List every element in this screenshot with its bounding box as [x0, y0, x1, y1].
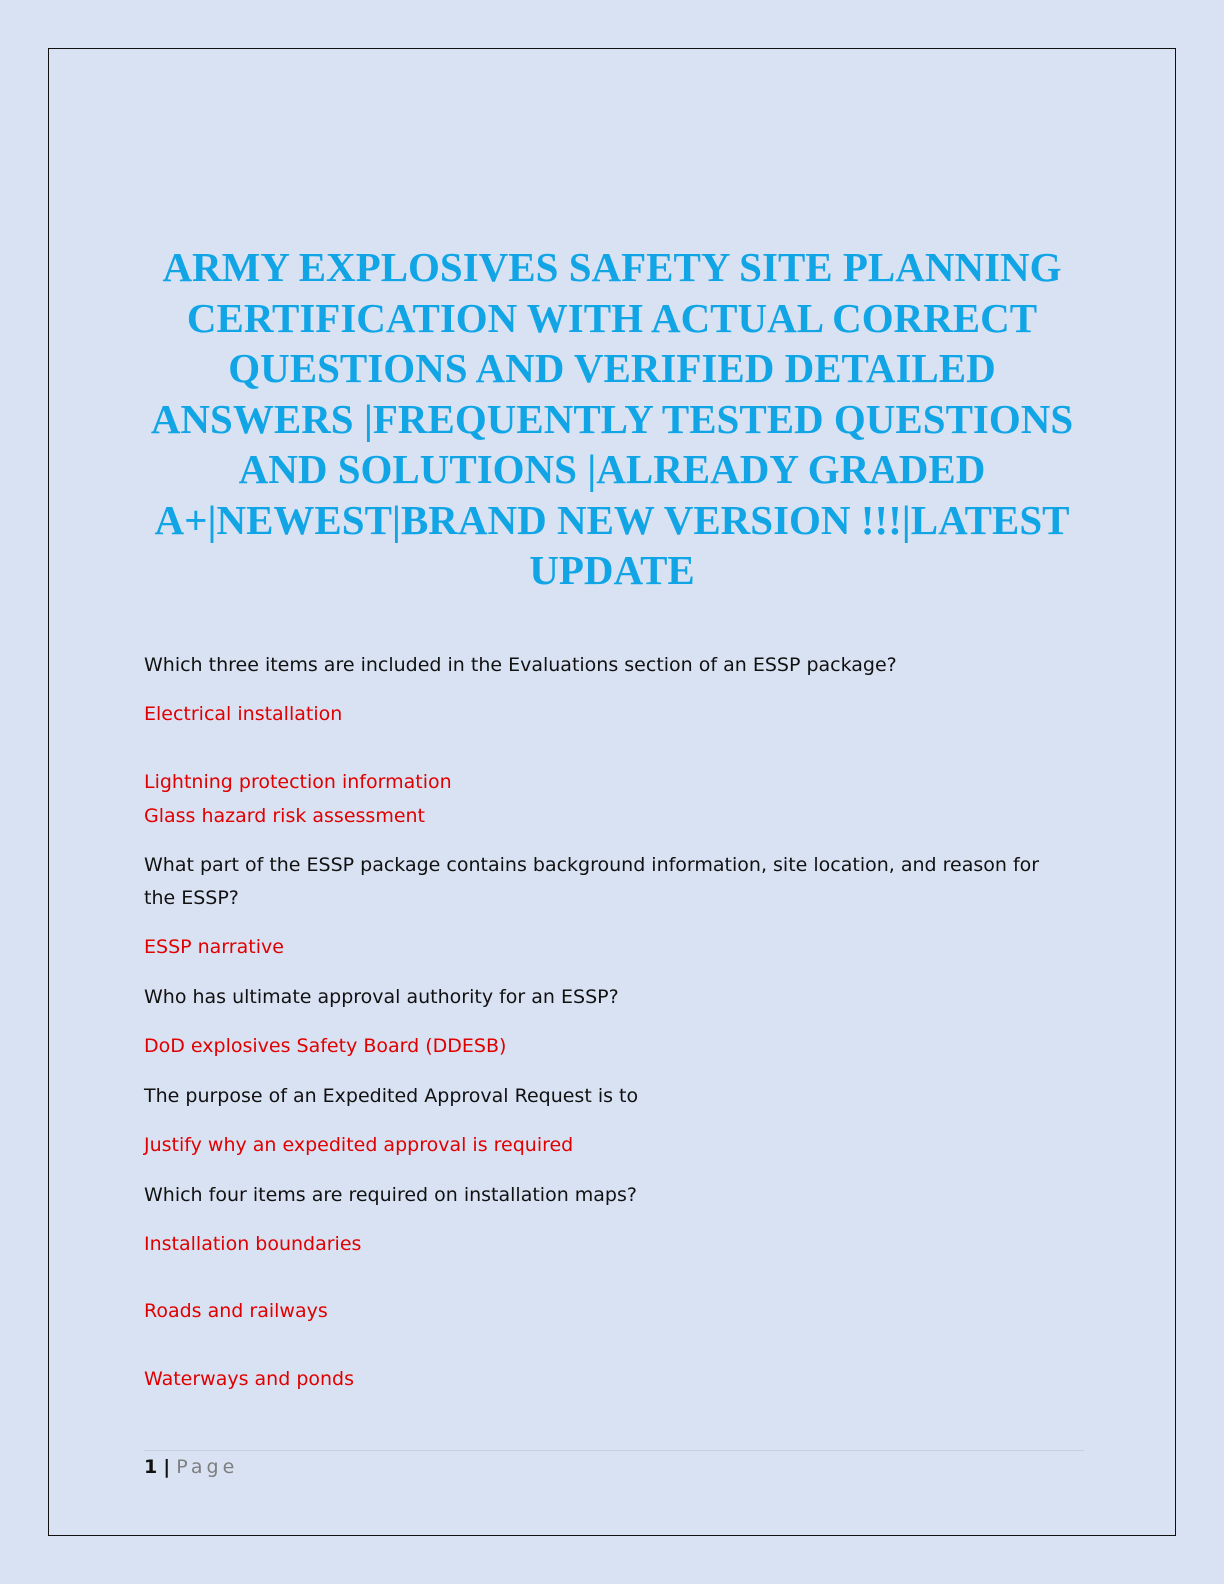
question-text: What part of the ESSP package contains background information, site location, and reason for: [144, 854, 1040, 876]
answer-text: Lightning protection information: [144, 771, 452, 793]
question-text: the ESSP?: [144, 887, 239, 909]
question-text: Which four items are required on installation maps?: [144, 1184, 637, 1206]
page-footer: [144, 1452, 238, 1482]
answer-text: Waterways and ponds: [144, 1368, 355, 1390]
answer-text: DoD explosives Safety Board (DDESB): [144, 1035, 507, 1057]
footer-divider: [144, 1450, 1084, 1451]
question-text: The purpose of an Expedited Approval Request is to: [144, 1085, 639, 1107]
answer-text: Roads and railways: [144, 1300, 328, 1322]
question-text: Who has ultimate approval authority for an ESSP?: [144, 986, 619, 1008]
answer-text: Glass hazard risk assessment: [144, 805, 426, 827]
document-title: ARMY EXPLOSIVES SAFETY SITE PLANNING CERTIFICATION WITH ACTUAL CORRECT QUESTIONS AND VERIFIED DETAILED ANSWERS |FREQUENTLY TESTED QUESTIONS AND SOLUTIONS |ALREADY GRADED A+|NEWEST|BRAND NEW VERSION !!!|LATEST UPDATE: [150, 244, 1074, 593]
answer-text: Electrical installation: [144, 703, 343, 725]
footer-separator: |: [163, 1456, 171, 1478]
page-number: 1: [144, 1456, 158, 1478]
question-text: Which three items are included in the Evaluations section of an ESSP package?: [144, 654, 897, 676]
answer-text: Justify why an expedited approval is required: [144, 1134, 574, 1156]
answer-text: ESSP narrative: [144, 936, 284, 958]
answer-text: Installation boundaries: [144, 1233, 362, 1255]
page-label: Page: [176, 1456, 239, 1478]
